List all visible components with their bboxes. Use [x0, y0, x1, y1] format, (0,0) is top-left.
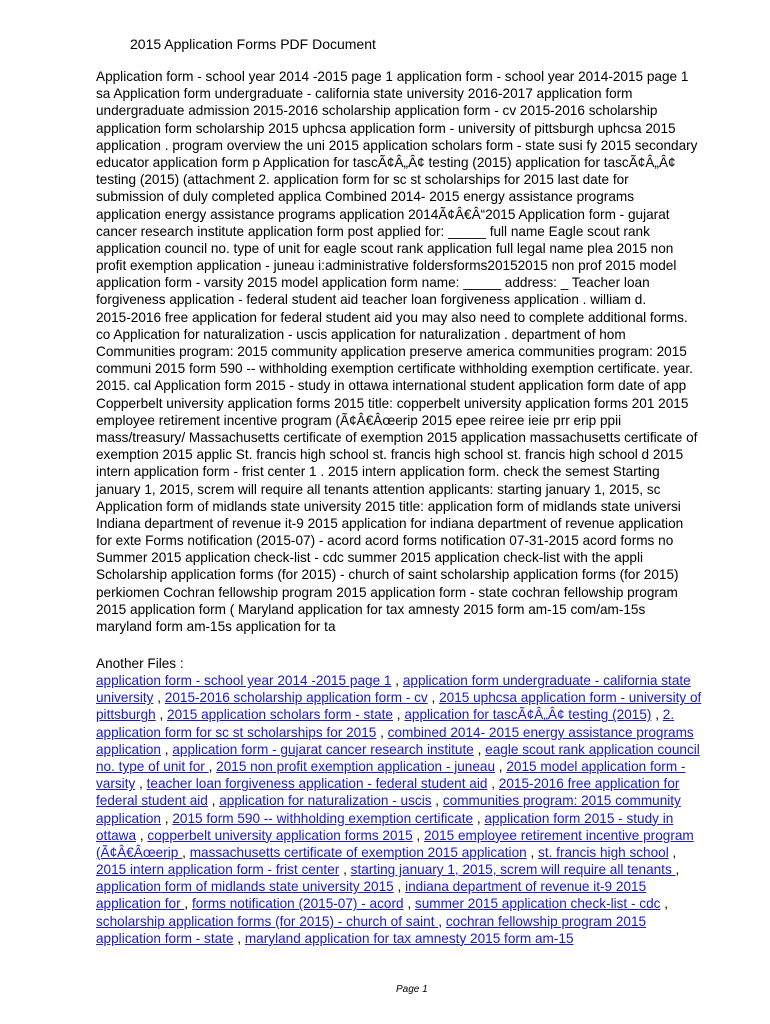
file-link-line — [96, 810, 736, 827]
link-separator: , — [161, 741, 173, 757]
file-link[interactable]: 2. — [662, 707, 675, 723]
file-link[interactable]: application form - state — [96, 930, 234, 946]
body-text-line: communi 2015 form 590 -- withholding exemption certificate withholding exemption certificate. year. — [96, 361, 693, 377]
file-link[interactable]: application for naturalization - uscis — [219, 793, 432, 809]
body-text-line: application council no. type of unit for eagle scout rank application full legal name plea 2015 non — [96, 240, 674, 256]
body-text-line: Copperbelt university application forms 2015 title: copperbelt university application forms 201 2015 — [96, 395, 689, 411]
body-text-line: perkiomen Cochran fellowship program 2015 application form - state cochran fellowship program — [96, 584, 678, 600]
body-text-line: profit exemption application - juneau i:administrative foldersforms20152015 non prof 2015 model — [96, 258, 677, 274]
file-link[interactable]: cochran fellowship program 2015 — [445, 913, 647, 929]
file-link-line — [96, 672, 736, 689]
link-separator: , — [526, 844, 539, 860]
file-link[interactable]: eagle scout rank application council — [485, 741, 700, 757]
file-link[interactable]: application form for sc st scholarships for 2015 — [96, 724, 377, 740]
body-text-line: 2015 application form ( Maryland application for tax amnesty 2015 form am-15 com/am-15s — [96, 601, 646, 617]
body-text-line: co Application for naturalization - uscis application for naturalization . department of hom — [96, 326, 626, 342]
another-files-list — [96, 672, 736, 947]
file-link-line — [96, 895, 736, 912]
link-separator: , — [339, 862, 351, 878]
link-separator: , — [668, 844, 677, 860]
file-link[interactable]: pittsburgh — [96, 707, 156, 723]
link-separator: , — [473, 810, 485, 826]
link-separator: , — [651, 707, 663, 723]
file-link[interactable]: massachusetts certificate of exemption 2015 application — [189, 844, 527, 860]
file-link[interactable]: application for — [96, 896, 185, 912]
file-link[interactable]: application form undergraduate - california state — [402, 673, 691, 688]
link-separator: , — [182, 844, 190, 860]
link-separator: , — [155, 707, 168, 723]
file-link[interactable]: 2015 form 590 -- withholding exemption certificate — [172, 810, 474, 826]
link-separator: , — [495, 758, 507, 774]
body-text-line: january 1, 2015, screm will require all tenants attention applicants: starting january 1, 2015, sc — [96, 481, 661, 497]
file-link[interactable]: varsity — [96, 776, 136, 792]
link-separator: , — [391, 673, 403, 688]
body-text-line: submission of duly completed applica Combined 2014- 2015 energy assistance programs — [96, 189, 635, 205]
link-separator: , — [153, 690, 165, 706]
link-separator: , — [135, 776, 147, 792]
file-link[interactable]: application form - gujarat cancer research institute — [172, 741, 474, 757]
body-text-line: cancer research institute application form post applied for: _____ full name Eagle scout rank — [96, 223, 650, 239]
file-link[interactable]: 2015 model application form - — [506, 758, 686, 774]
file-link[interactable]: university — [96, 690, 154, 706]
link-separator: , — [392, 707, 405, 723]
file-link[interactable]: 2015-2016 scholarship application form - cv — [164, 690, 428, 706]
file-link-line — [96, 741, 736, 758]
body-text-line: Communities program: 2015 community application preserve america communities program: 2015 — [96, 344, 687, 359]
file-link-line — [96, 689, 736, 706]
file-link[interactable]: st. francis high school — [538, 844, 669, 860]
body-text-line: sa Application form undergraduate - california state university 2016-2017 application form — [96, 86, 633, 102]
body-text-line: mass/treasury/ Massachusetts certificate of exemption 2015 application massachusetts certificate of — [96, 429, 698, 445]
link-separator: , — [208, 758, 217, 774]
link-separator: , — [403, 896, 415, 912]
file-link[interactable]: 2015 employee retirement incentive program — [423, 827, 694, 843]
body-text-line: application . program overview the uni 2015 application scholars form - state susi fy 2015 secondary — [96, 137, 698, 153]
another-files-heading: Another Files : — [96, 656, 184, 671]
file-link[interactable]: 2015 uphcsa application form - university of — [439, 690, 702, 706]
file-link-line — [96, 792, 736, 809]
file-link[interactable]: 2015 non profit exemption application - juneau — [216, 758, 496, 774]
file-link[interactable]: (Ã¢Â€Âœerip — [96, 844, 183, 860]
file-link-line — [96, 706, 736, 723]
link-separator: , — [427, 690, 440, 706]
file-link[interactable]: application form of midlands state university 2015 — [96, 879, 394, 895]
body-text-line: Indiana department of revenue it-9 2015 application for indiana department of revenue application — [96, 515, 684, 531]
body-text-line: Summer 2015 application check-list - cdc summer 2015 application check-list with the appli — [96, 550, 644, 566]
file-link[interactable]: scholarship application forms (for 2015) - church of saint — [96, 913, 439, 929]
page-number: Page 1 — [396, 984, 428, 995]
link-separator: , — [184, 896, 192, 912]
body-text-line: application form - varsity 2015 model application form name: _____ address: _ Teacher loan — [96, 275, 650, 291]
file-link-line — [96, 913, 736, 930]
body-text-line: exemption 2015 applic St. francis high school st. francis high school st. francis high school d 2015 — [96, 447, 684, 463]
document-title: 2015 Application Forms PDF Document — [130, 36, 376, 52]
file-link-line — [96, 758, 736, 775]
file-link-line — [96, 861, 736, 878]
link-separator: , — [136, 827, 148, 843]
body-text-line: forgiveness application - federal student aid teacher loan forgiveness application . william d. — [96, 292, 647, 308]
link-separator: , — [487, 776, 499, 792]
body-text-line: 2015-2016 free application for federal student aid you may also need to complete additional forms. — [96, 309, 688, 325]
body-text-line: Application form - school year 2014 -2015 page 1 application form - school year 2014-2015 page 1 — [96, 69, 689, 84]
file-link[interactable]: application form - school year 2014 -2015 page 1 — [96, 673, 392, 688]
file-link[interactable]: ottawa — [96, 827, 137, 843]
body-text-line: maryland form am-15s application for ta — [96, 619, 336, 634]
link-separator: , — [675, 862, 680, 878]
body-text-line: undergraduate admission 2015-2016 scholarship application form - cv 2015-2016 scholarship — [96, 103, 658, 119]
file-link-line — [96, 930, 736, 947]
body-text-line: application form scholarship 2015 uphcsa application form - university of pittsburgh uphcsa 2015 — [96, 120, 676, 136]
body-text-line: Application form of midlands state university 2015 title: application form of midlands state universi — [96, 498, 681, 514]
body-text-line: Scholarship application forms (for 2015) - church of saint scholarship application forms (for 2015) — [96, 567, 679, 583]
link-separator: , — [233, 930, 245, 946]
file-link-line — [96, 724, 736, 741]
file-link-line — [96, 844, 736, 861]
file-link[interactable]: maryland application for tax amnesty 2015 form am-15 — [244, 930, 574, 946]
link-separator: , — [431, 793, 443, 809]
link-separator: , — [473, 741, 486, 757]
file-link[interactable]: starting january 1, 2015, screm will require all tenants — [350, 862, 676, 878]
file-link[interactable]: application for tascÃ¢Â„Â¢ testing (2015) — [404, 707, 652, 723]
body-text-line: testing (2015) (attachment 2. application form for sc st scholarships for 2015 last date for — [96, 172, 629, 188]
file-link[interactable]: combined 2014- 2015 energy assistance programs — [387, 724, 694, 740]
body-text-line: for exte Forms notification (2015-07) - acord acord forms notification 07-31-2015 acord forms no — [96, 533, 674, 549]
link-separator: , — [660, 896, 668, 912]
link-separator: , — [376, 724, 388, 740]
file-link[interactable]: teacher loan forgiveness application - federal student aid — [146, 776, 488, 792]
file-link[interactable]: federal student aid — [96, 793, 208, 809]
file-link-line — [96, 827, 736, 844]
file-link[interactable]: no. type of unit for — [96, 758, 209, 774]
body-text-line: 2015. cal Application form 2015 - study in ottawa international student application form date of app — [96, 378, 687, 394]
file-link[interactable]: 2015-2016 free application for — [498, 776, 680, 792]
file-link[interactable]: application form 2015 - study in — [484, 810, 674, 826]
file-link[interactable]: 2015 intern application form - frist center — [96, 862, 340, 878]
link-separator: , — [207, 793, 220, 809]
link-separator: , — [393, 879, 406, 895]
link-separator: , — [438, 913, 446, 929]
file-link-line — [96, 775, 736, 792]
body-text-line: educator application form p Application for tascÃ¢Â„Â¢ testing (2015) application for tascÃ¢Â„Â¢ — [96, 154, 676, 170]
body-text-line: application energy assistance programs application 2014Ã¢Â€Â“2015 Application form - gujarat — [96, 206, 670, 222]
link-separator: , — [161, 810, 173, 826]
file-link[interactable]: summer 2015 application check-list - cdc — [414, 896, 661, 912]
file-link[interactable]: communities program: 2015 community — [442, 793, 681, 809]
file-link[interactable]: application — [96, 810, 161, 826]
document-body — [96, 68, 736, 635]
file-link-line — [96, 878, 736, 895]
file-link[interactable]: forms notification (2015-07) - acord — [191, 896, 404, 912]
file-link[interactable]: application — [96, 741, 161, 757]
body-text-line: employee retirement incentive program (Ã¢Â€Âœerip 2015 epee reiree ieie prr erip ppii — [96, 412, 622, 428]
file-link[interactable]: copperbelt university application forms 2015 — [147, 827, 413, 843]
file-link[interactable]: 2015 application scholars form - state — [167, 707, 393, 723]
body-text-line: intern application form - frist center 1 . 2015 intern application form. check the semest Starting — [96, 464, 660, 480]
link-separator: , — [412, 827, 424, 843]
file-link[interactable]: indiana department of revenue it-9 2015 — [405, 879, 647, 895]
